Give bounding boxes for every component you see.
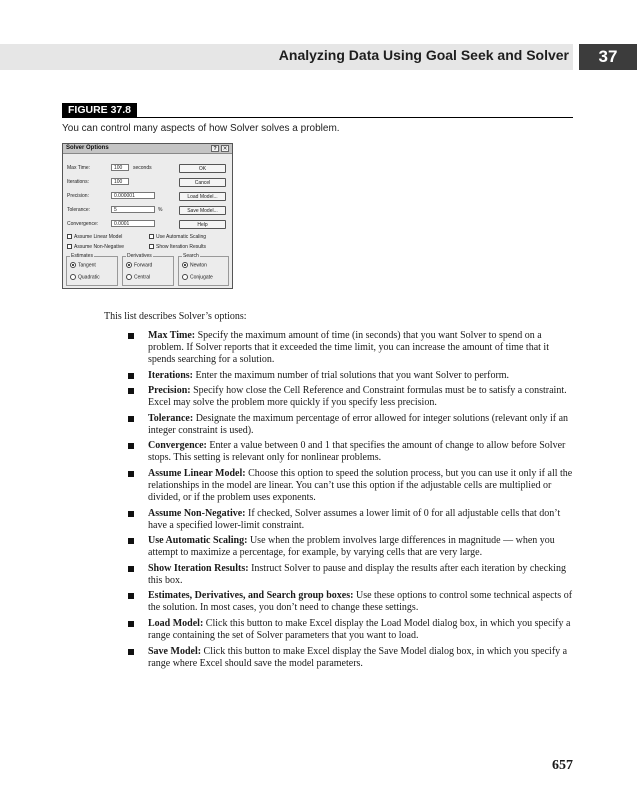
- item-text: Enter a value between 0 and 1 that specifies the amount of change to allow before Solver stops. This setting is relevant only for nonlinear problems.: [148, 440, 566, 464]
- list-item: [128, 440, 573, 464]
- checkbox-box: [149, 234, 154, 239]
- convergence-label: Convergence:: [67, 221, 99, 227]
- tangent-label: Tangent: [78, 262, 96, 269]
- estimates-group-title: Estimates: [71, 253, 93, 259]
- radio-selected-icon: [126, 262, 132, 268]
- bullet-icon: [128, 443, 134, 449]
- bullet-icon: [128, 471, 134, 477]
- item-term: Precision:: [148, 385, 191, 397]
- bullet-icon: [128, 621, 134, 627]
- linear-model-label: Assume Linear Model: [74, 234, 123, 240]
- item-term: Tolerance:: [148, 412, 194, 424]
- help-button[interactable]: Help: [179, 220, 226, 229]
- figure-caption: You can control many aspects of how Solver solves a problem.: [62, 123, 340, 134]
- item-text: Use when the problem involves large differences in magnitude — when you attempt to maximize a percentage, for example, by varying cells that are very large.: [148, 535, 555, 559]
- bullet-icon: [128, 511, 134, 517]
- radio-icon: [182, 274, 188, 280]
- item-text: Click this button to make Excel display the Save Model dialog box, in which you specify a range where Excel should save the model parameters.: [148, 645, 568, 669]
- auto-scaling-checkbox[interactable]: [149, 234, 206, 240]
- dialog-title: Solver Options: [66, 145, 109, 151]
- dialog-titlebar: [63, 144, 232, 154]
- radio-selected-icon: [182, 262, 188, 268]
- forward-label: Forward: [134, 262, 153, 269]
- figure-label: FIGURE 37.8: [62, 103, 137, 118]
- item-text: Click this button to make Excel display the Load Model dialog box, in which you specify a range containing the set of Solver parameters that you want to load.: [148, 617, 571, 641]
- list-item: [128, 508, 573, 532]
- checkbox-box: [149, 244, 154, 249]
- tangent-radio[interactable]: [70, 262, 96, 268]
- item-text: Use these options to control some technical aspects of the solution. In most cases, you don’t need to change these settings.: [148, 590, 573, 614]
- bullet-icon: [128, 649, 134, 655]
- item-term: Use Automatic Scaling:: [148, 535, 248, 547]
- bullet-icon: [128, 593, 134, 599]
- tolerance-label: Tolerance:: [67, 207, 91, 213]
- list-item: [128, 413, 573, 437]
- item-term: Load Model:: [148, 617, 204, 629]
- item-term: Convergence:: [148, 440, 207, 452]
- item-text: Instruct Solver to pause and display the results after each iteration by checking this box.: [148, 562, 566, 586]
- convergence-input[interactable]: 0.0001: [111, 220, 155, 227]
- ok-button[interactable]: OK: [179, 164, 226, 173]
- bullet-icon: [128, 373, 134, 379]
- save-model-button[interactable]: Save Model...: [179, 206, 226, 215]
- item-term: Assume Linear Model:: [148, 467, 246, 479]
- quadratic-label: Quadratic: [78, 274, 100, 281]
- conjugate-radio[interactable]: [182, 274, 213, 280]
- item-text: Specify how close the Cell Reference and Constraint formulas must be to satisfy a constraint. Excel may solve the problem more quickly if you specify less precision.: [148, 385, 567, 409]
- figure-rule: [62, 117, 573, 118]
- item-term: Iterations:: [148, 369, 193, 381]
- precision-label: Precision:: [67, 193, 89, 199]
- tolerance-unit: %: [158, 207, 163, 213]
- item-text: If checked, Solver assumes a lower limit of 0 for all adjustable cells that don’t have a specified lower-limit constraint.: [148, 507, 561, 531]
- item-text: Specify the maximum amount of time (in seconds) that you want Solver to spend on a problem. If Solver reports that it exceeded the time limit, you can increase the amount of time that it spends searching for a solution.: [148, 330, 549, 365]
- auto-scaling-label: Use Automatic Scaling: [156, 234, 207, 240]
- bullet-icon: [128, 538, 134, 544]
- tolerance-input[interactable]: 5: [111, 206, 155, 213]
- radio-selected-icon: [70, 262, 76, 268]
- load-model-button[interactable]: Load Model...: [179, 192, 226, 201]
- item-text: Choose this option to speed the solution process, but you can use it only if all the relationships in the model are linear. You can’t use this option if the adjustable cells are multiplied or divided, or if the problem uses exponents.: [148, 467, 573, 503]
- list-item: [128, 590, 573, 614]
- checkbox-box: [67, 244, 72, 249]
- iteration-results-label: Show Iteration Results: [156, 244, 207, 250]
- item-term: Assume Non-Negative:: [148, 507, 246, 519]
- bullet-icon: [128, 333, 134, 339]
- close-icon[interactable]: ✕: [222, 146, 228, 152]
- quadratic-radio[interactable]: [70, 274, 100, 280]
- item-term: Estimates, Derivatives, and Search group boxes:: [148, 590, 354, 602]
- radio-icon: [126, 274, 132, 280]
- cancel-button[interactable]: Cancel: [179, 178, 226, 187]
- newton-label: Newton: [190, 262, 207, 269]
- help-icon[interactable]: ?: [211, 145, 219, 152]
- conjugate-label: Conjugate: [190, 274, 213, 281]
- list-item: [128, 330, 573, 366]
- list-item: [128, 563, 573, 587]
- list-item: [128, 646, 573, 670]
- list-item: [128, 385, 573, 409]
- forward-radio[interactable]: [126, 262, 152, 268]
- item-term: Save Model:: [148, 645, 202, 657]
- linear-model-checkbox[interactable]: [67, 234, 122, 240]
- list-item: [128, 535, 573, 559]
- item-term: Show Iteration Results:: [148, 562, 249, 574]
- list-item: [128, 468, 573, 504]
- central-radio[interactable]: [126, 274, 150, 280]
- max-time-label: Max Time:: [67, 165, 91, 171]
- item-text: Enter the maximum number of trial solutions that you want Solver to perform.: [193, 369, 510, 381]
- precision-input[interactable]: 0.000001: [111, 192, 155, 199]
- item-text: Designate the maximum percentage of error allowed for integer solutions (relevant only if an integer constraint is used).: [148, 412, 569, 436]
- derivatives-group: [122, 253, 174, 286]
- iteration-results-checkbox[interactable]: [149, 244, 206, 250]
- checkbox-box: [67, 234, 72, 239]
- chapter-number-badge: 37: [579, 44, 637, 70]
- list-item: [128, 370, 573, 382]
- max-time-unit: seconds: [133, 165, 152, 171]
- list-item: [128, 618, 573, 642]
- bullet-icon: [128, 388, 134, 394]
- estimates-group: [66, 253, 118, 286]
- central-label: Central: [134, 274, 151, 281]
- bullet-icon: [128, 416, 134, 422]
- running-header-title: Analyzing Data Using Goal Seek and Solver: [278, 47, 569, 63]
- search-group-title: Search: [183, 253, 199, 259]
- solver-options-dialog: [62, 143, 233, 289]
- derivatives-group-title: Derivatives: [127, 253, 152, 259]
- iterations-input[interactable]: 100: [111, 178, 129, 185]
- item-term: Max Time:: [148, 330, 196, 341]
- radio-icon: [70, 274, 76, 280]
- bullet-icon: [128, 566, 134, 572]
- max-time-input[interactable]: 100: [111, 164, 129, 171]
- non-negative-label: Assume Non-Negative: [74, 244, 125, 250]
- newton-radio[interactable]: [182, 262, 207, 268]
- search-group: [178, 253, 229, 286]
- non-negative-checkbox[interactable]: [67, 244, 124, 250]
- intro-paragraph: This list describes Solver’s options:: [104, 311, 247, 322]
- options-list: [128, 330, 573, 673]
- iterations-label: Iterations:: [67, 179, 89, 185]
- page-number: 657: [552, 758, 573, 773]
